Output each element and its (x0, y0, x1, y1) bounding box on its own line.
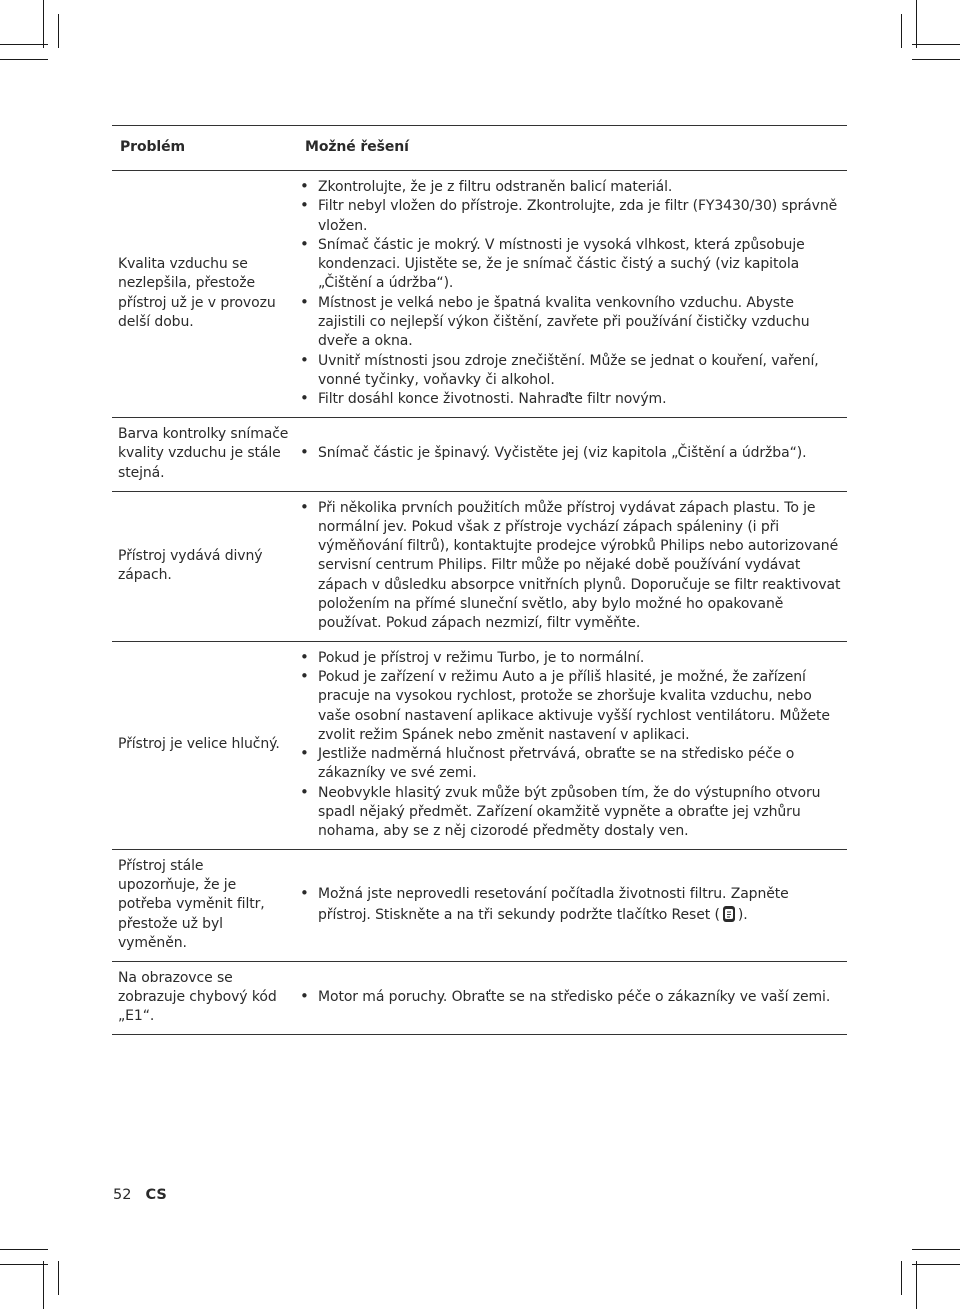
page-footer (113, 1187, 167, 1203)
crop-mark (58, 14, 59, 48)
solution-item: • Uvnitř místnosti jsou zdroje znečištění. Může se jednat o kouření, vaření, vonné tyčinky, voňavky či alkohol. (299, 352, 843, 391)
troubleshooting-table (112, 125, 847, 1035)
solution-cell (299, 171, 847, 418)
header-problem: Problém (112, 126, 299, 171)
filter-reset-icon (722, 905, 736, 923)
solution-item: • Snímač částic je špinavý. Vyčistěte jej (viz kapitola „Čištění a údržba“). (299, 444, 843, 463)
page-number: 52 (113, 1187, 132, 1203)
crop-mark (901, 14, 902, 48)
solution-item: • Pokud je přístroj v režimu Turbo, je to normální. (299, 649, 843, 668)
crop-mark (43, 0, 44, 48)
solution-item: • Při několika prvních použitích může přístroj vydávat zápach plastu. To je normální jev. Pokud však z přístroje vychází zápach spáleniny (i při výměňování filtrů), kontaktujte prodejce výrobků Philips nebo autorizované servisní centrum Philips. Filtr může po nějaké době používání vydávat zápach v důsledku absorpce vnitřních plynů. Doporučuje se filtr reaktivovat položením na přímé sluneční světlo, aby bylo možné ho opakovaně používat. Pokud zápach nezmizí, filtr vyměňte. (299, 499, 843, 634)
problem-cell: Kvalita vzduchu se nezlepšila, přestože přístroj už je v provozu delší dobu. (112, 171, 299, 418)
problem-cell: Přístroj je velice hlučný. (112, 641, 299, 849)
solution-item: • Pokud je zařízení v režimu Auto a je příliš hlasité, je možné, že zařízení pracuje na vysokou rychlost, protože se zhoršuje kvalita vzduchu, nebo vaše osobní nastavení aplikace aktivuje vyšší rychlost ventilátoru. Můžete zvolit režim Spánek nebo změnit nastavení v aplikaci. (299, 668, 843, 745)
crop-mark (912, 44, 960, 45)
solution-cell (299, 849, 847, 961)
table-row (112, 849, 847, 961)
solution-text: Možná jste neprovedli resetování počítadla životnosti filtru. Zapněte přístroj. Stiskněte a na tři sekundy podržte tlačítko Reset ( (318, 886, 789, 923)
solution-item: • Zkontrolujte, že je z filtru odstraněn balicí materiál. (299, 178, 843, 197)
problem-cell: Přístroj stále upozorňuje, že je potřeba vyměnit filtr, přestože už byl vyměněn. (112, 849, 299, 961)
table-row (112, 491, 847, 641)
solution-item: • Filtr nebyl vložen do přístroje. Zkontrolujte, zda je filtr (FY3430/30) správně vložen. (299, 197, 843, 236)
crop-mark (912, 59, 960, 60)
language-code: CS (145, 1187, 167, 1203)
crop-mark (0, 59, 48, 60)
crop-mark (0, 1264, 48, 1265)
solution-item: • Místnost je velká nebo je špatná kvalita venkovního vzduchu. Abyste zajistili co nejlepší výkon čištění, zavřete při používání čističky vzduchu dveře a okna. (299, 294, 843, 352)
problem-cell: Na obrazovce se zobrazuje chybový kód „E1“. (112, 961, 299, 1034)
table-row (112, 641, 847, 849)
solution-item: • Neobvykle hlasitý zvuk může být způsoben tím, že do výstupního otvoru spadl nějaký předmět. Zařízení okamžitě vypněte a obraťte jej vzhůru nohama, aby se z něj cizorodé předměty dostaly ven. (299, 784, 843, 842)
crop-mark (0, 44, 48, 45)
solution-item (299, 885, 843, 925)
crop-mark (43, 1261, 44, 1309)
solution-cell (299, 961, 847, 1034)
problem-cell: Přístroj vydává divný zápach. (112, 491, 299, 641)
problem-cell: Barva kontrolky snímače kvality vzduchu je stále stejná. (112, 417, 299, 491)
solution-item: • Filtr dosáhl konce životnosti. Nahraďte filtr novým. (299, 390, 843, 409)
header-solution: Možné řešení (299, 126, 847, 171)
crop-mark (912, 1249, 960, 1250)
crop-mark (912, 1264, 960, 1265)
table-row (112, 171, 847, 418)
solution-cell (299, 641, 847, 849)
crop-mark (0, 1249, 48, 1250)
crop-mark (901, 1261, 902, 1295)
table-row (112, 417, 847, 491)
solution-item: • Motor má poruchy. Obraťte se na středisko péče o zákazníky ve vaší zemi. (299, 988, 843, 1007)
solution-item: • Jestliže nadměrná hlučnost přetrvává, obraťte se na středisko péče o zákazníky ve své zemi. (299, 745, 843, 784)
crop-mark (916, 1261, 917, 1309)
table-header-row (112, 126, 847, 171)
solution-cell (299, 417, 847, 491)
solution-item: • Snímač částic je mokrý. V místnosti je vysoká vlhkost, která způsobuje kondenzaci. Ujistěte se, že je snímač částic čistý a suchý (viz kapitola „Čištění a údržba“). (299, 236, 843, 294)
solution-text: ). (737, 906, 748, 923)
crop-mark (58, 1261, 59, 1295)
solution-cell (299, 491, 847, 641)
table-row (112, 961, 847, 1034)
crop-mark (916, 0, 917, 48)
